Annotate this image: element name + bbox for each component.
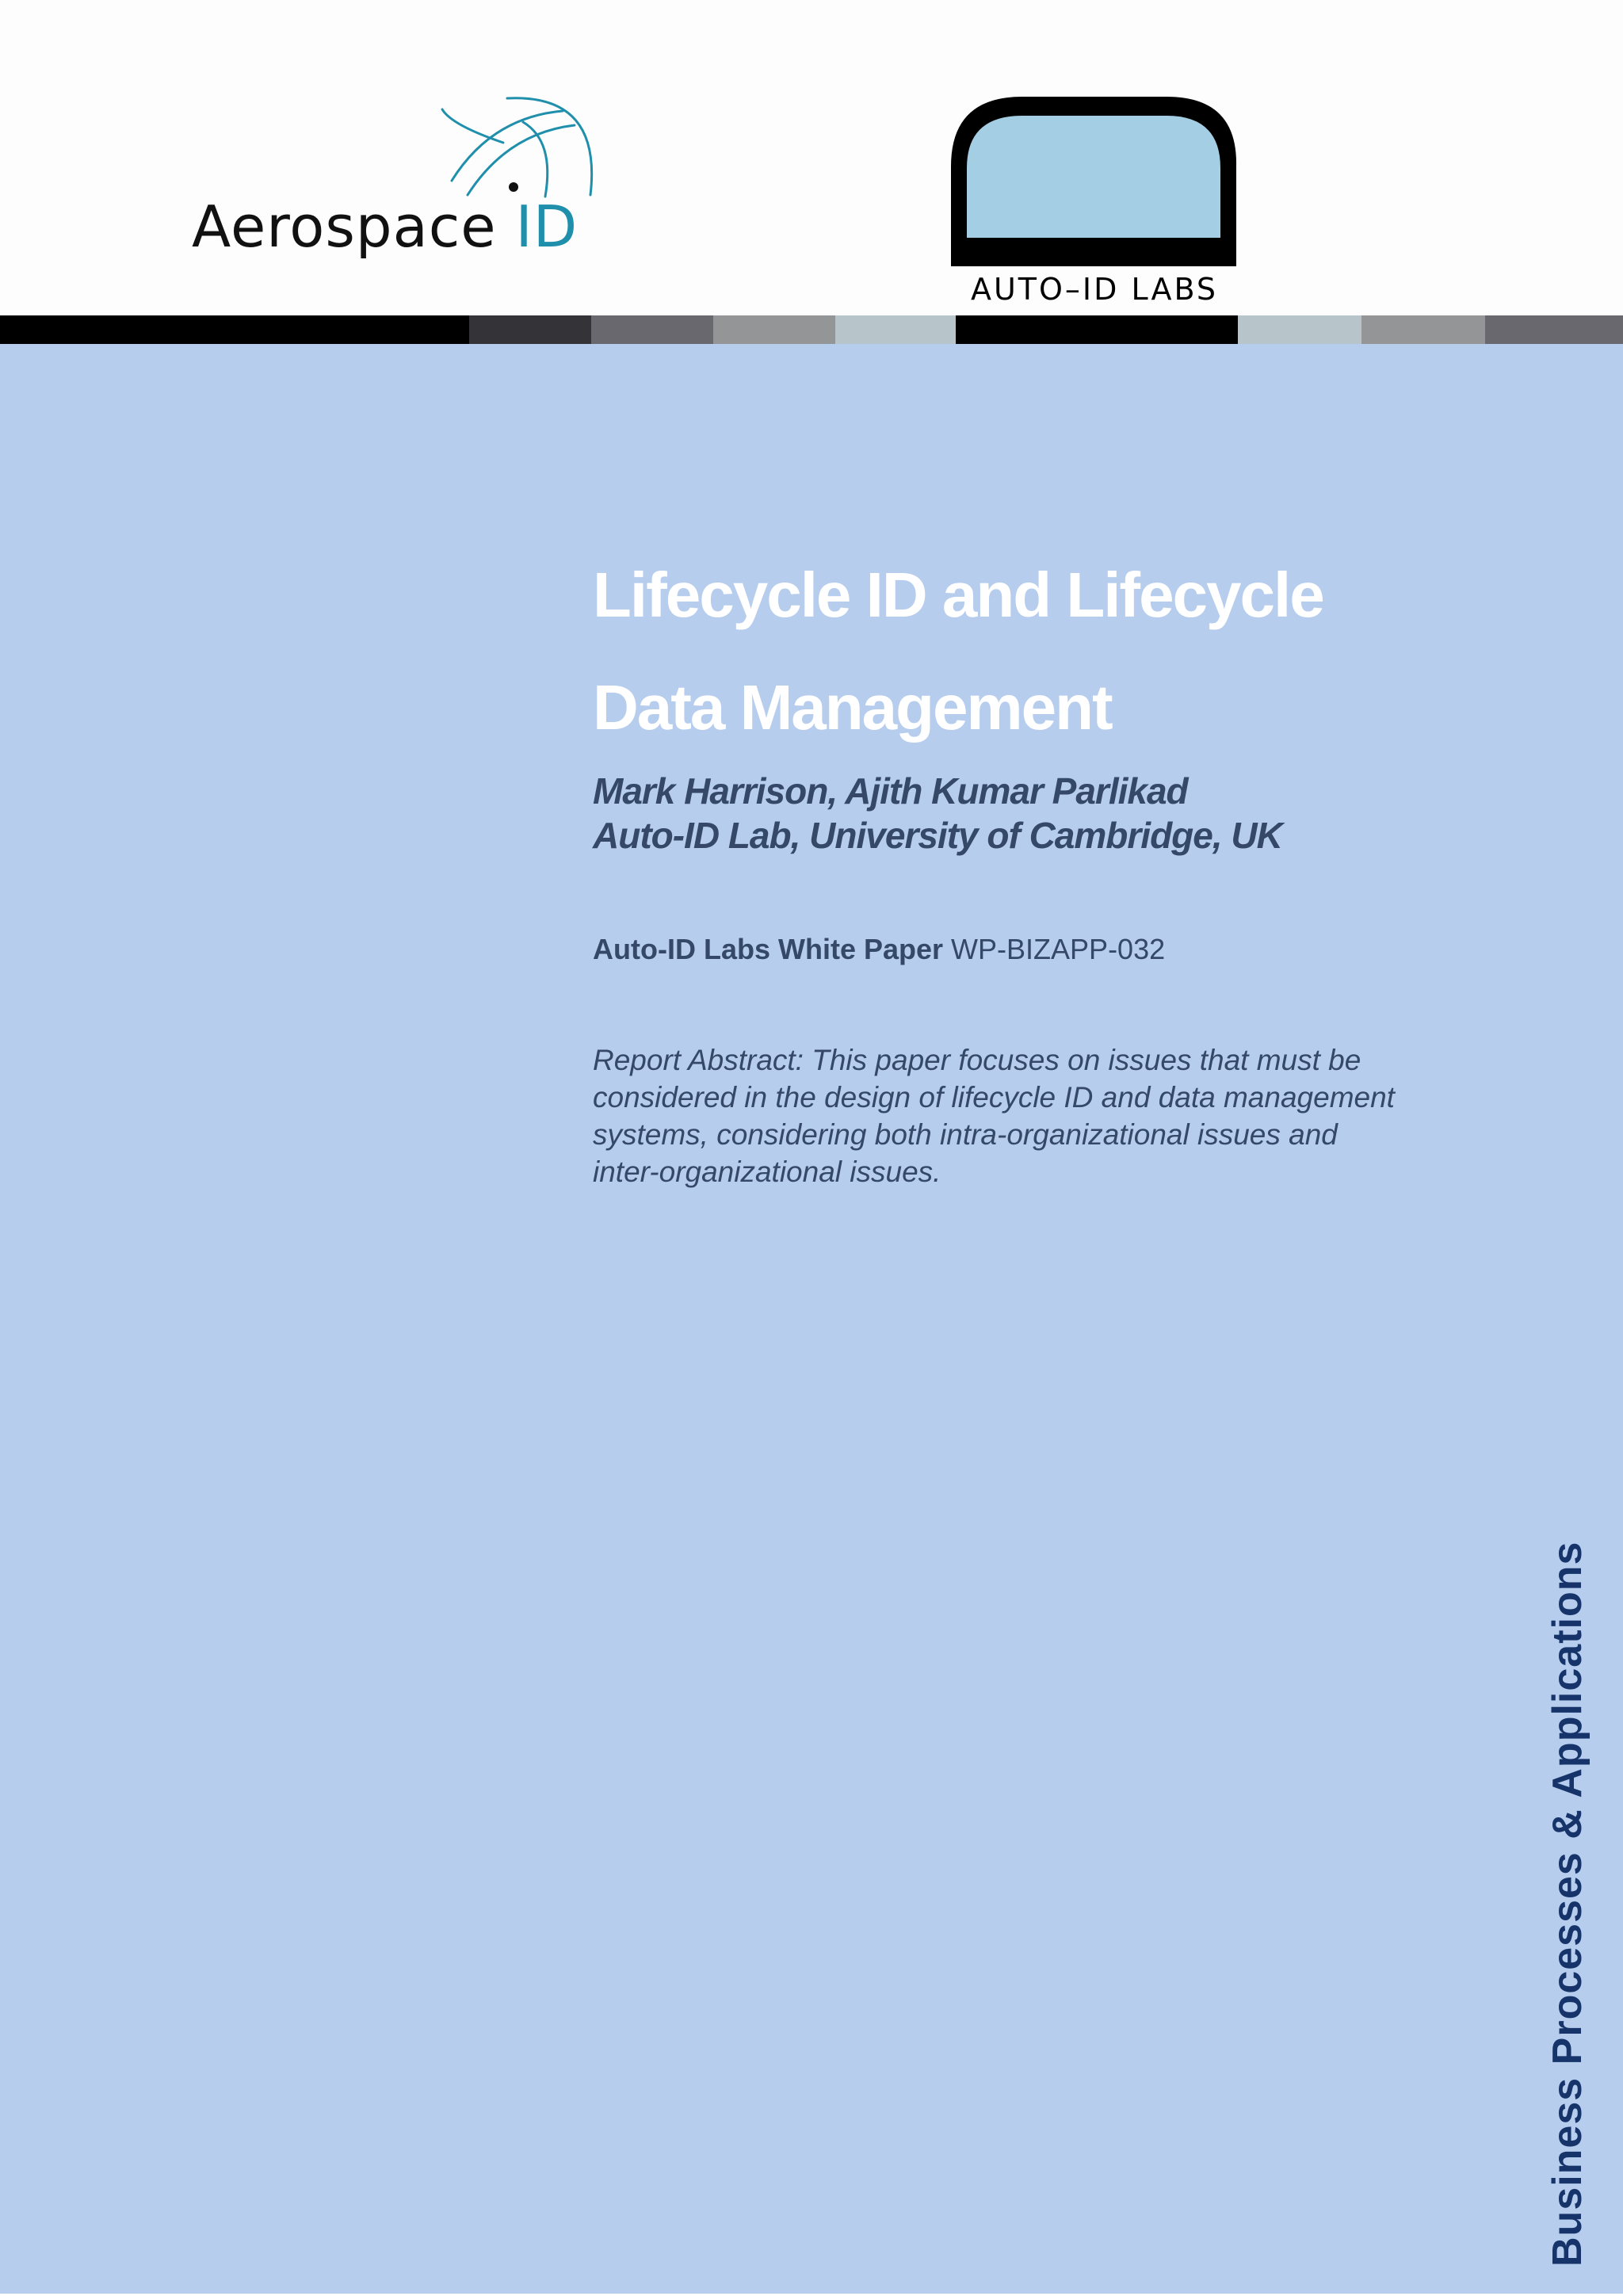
- band-segment: [1361, 315, 1485, 344]
- band-segment: [956, 315, 1238, 344]
- abstract: [593, 1041, 1480, 1190]
- aerospace-swoosh-icon: [190, 94, 602, 204]
- auto-id-labs-text: AUTO–ID LABS: [970, 272, 1219, 307]
- header: [0, 0, 1623, 317]
- color-band: [0, 315, 1623, 344]
- band-segment: [713, 315, 835, 344]
- document-title: [593, 539, 1544, 764]
- abstract-line: considered in the design of lifecycle ID and data management: [593, 1081, 1395, 1114]
- abstract-line: Report Abstract: This paper focuses on issues that must be: [593, 1044, 1361, 1076]
- abstract-line: systems, considering both intra-organizational issues and: [593, 1118, 1338, 1151]
- side-category-label: Business Processes & Applications: [1545, 1541, 1591, 2267]
- paper-identifier: [593, 932, 1544, 967]
- title-line-2: Data Management: [593, 672, 1112, 743]
- auto-id-labs-logo: [951, 95, 1238, 317]
- paper-number: WP-BIZAPP-032: [951, 933, 1166, 965]
- paper-label: Auto-ID Labs White Paper: [593, 933, 944, 965]
- affiliation: Auto-ID Lab, University of Cambridge, UK: [593, 815, 1282, 856]
- band-segment: [591, 315, 713, 344]
- id-word: ID: [515, 193, 579, 260]
- aerospace-id-wordmark: [192, 193, 579, 260]
- auto-id-labs-frame-icon: [951, 95, 1238, 266]
- band-segment: [1485, 315, 1623, 344]
- authors-block: [593, 769, 1544, 858]
- aerospace-word: Aerospace: [192, 193, 497, 260]
- abstract-line: inter-organizational issues.: [593, 1156, 941, 1188]
- band-segment: [469, 315, 591, 344]
- band-segment: [1238, 315, 1361, 344]
- aerospace-id-logo: [190, 94, 602, 268]
- band-segment: [835, 315, 956, 344]
- authors: Mark Harrison, Ajith Kumar Parlikad: [593, 770, 1188, 812]
- band-segment: [0, 315, 469, 344]
- title-line-1: Lifecycle ID and Lifecycle: [593, 560, 1323, 630]
